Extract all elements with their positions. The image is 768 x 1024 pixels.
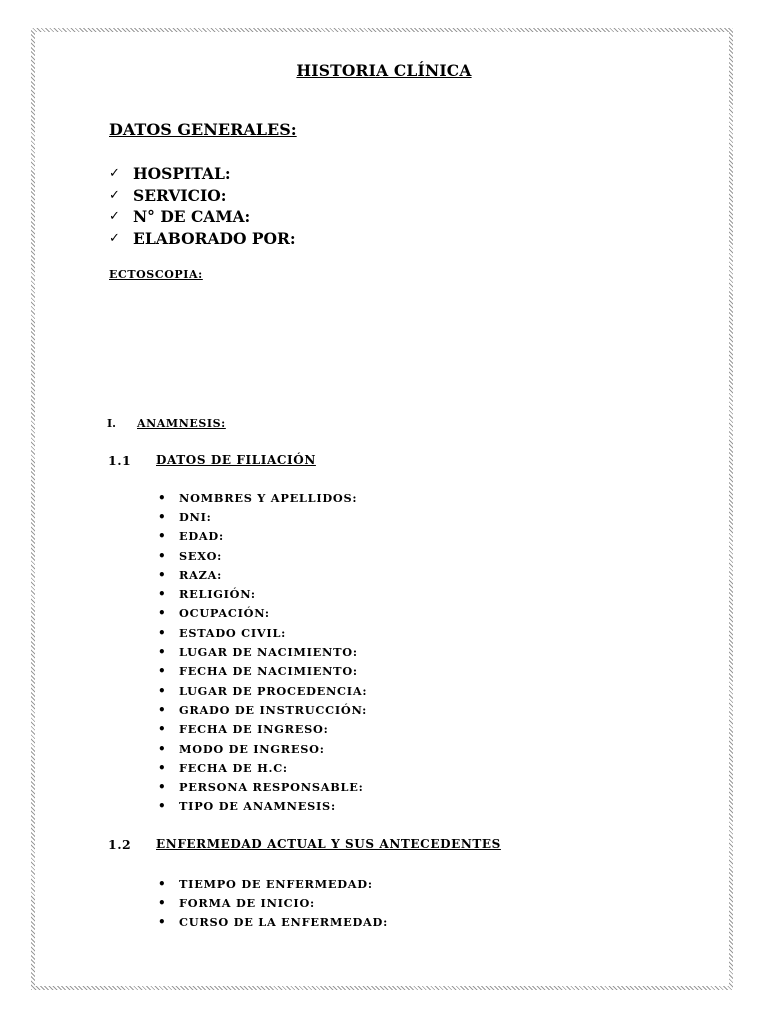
list-item [158, 604, 367, 623]
bullet-icon: • [158, 548, 167, 563]
list-item-cama [109, 206, 296, 228]
list-item-label: LUGAR DE NACIMIENTO: [179, 645, 358, 660]
list-item [158, 758, 367, 777]
bullet-icon: • [158, 876, 167, 891]
list-item-label: ELABORADO POR: [133, 228, 296, 248]
list-item [158, 720, 367, 739]
list-item [158, 797, 367, 816]
list-item [158, 874, 388, 893]
list-item-label: EDAD: [179, 529, 224, 544]
list-item [158, 739, 367, 758]
list-item-label: RELIGIÓN: [179, 587, 256, 602]
bullet-icon: • [158, 625, 167, 640]
bullet-icon: • [158, 567, 167, 582]
checkmark-icon: ✓ [109, 209, 120, 225]
list-item [158, 662, 367, 681]
list-item-label: N° DE CAMA: [133, 207, 251, 227]
list-item-label: TIPO DE ANAMNESIS: [179, 799, 336, 814]
list-item-label: OCUPACIÓN: [179, 606, 270, 621]
checkmark-icon: ✓ [109, 230, 120, 246]
list-item-label: SEXO: [179, 548, 223, 563]
list-item-label: ESTADO CIVIL: [179, 625, 287, 640]
bullet-icon: • [158, 664, 167, 679]
bullet-icon: • [158, 741, 167, 756]
list-item [158, 584, 367, 603]
list-item [158, 488, 367, 507]
list-item-label: HOSPITAL: [133, 164, 231, 184]
list-item-label: NOMBRES Y APELLIDOS: [179, 490, 358, 505]
list-item [158, 700, 367, 719]
list-item [158, 546, 367, 565]
checkmark-icon: ✓ [109, 166, 120, 182]
ectoscopia-heading: ECTOSCOPIA: [109, 268, 203, 281]
bullet-icon: • [158, 490, 167, 505]
list-item [158, 507, 367, 526]
list-item-label: FORMA DE INICIO: [179, 895, 315, 910]
bullet-icon: • [158, 780, 167, 795]
list-item-label: CURSO DE LA ENFERMEDAD: [179, 915, 388, 930]
list-item-label: GRADO DE INSTRUCCIÓN: [179, 702, 368, 717]
list-item [158, 893, 388, 912]
enfermedad-actual-list [158, 874, 388, 932]
list-item-label: LUGAR DE PROCEDENCIA: [179, 683, 368, 698]
list-item-label: FECHA DE H.C: [179, 760, 288, 775]
list-item-servicio [109, 185, 296, 207]
bullet-icon: • [158, 915, 167, 930]
bullet-icon: • [158, 895, 167, 910]
subsection-number-1-2: 1.2 [108, 837, 132, 852]
datos-generales-heading: DATOS GENERALES: [109, 120, 297, 139]
anamnesis-number: I. [107, 417, 116, 430]
bullet-icon: • [158, 702, 167, 717]
list-item [158, 527, 367, 546]
bullet-icon: • [158, 722, 167, 737]
datos-filiacion-list [158, 488, 367, 816]
subsection-heading-1-1: DATOS DE FILIACIÓN [156, 453, 316, 467]
list-item [158, 913, 388, 932]
bullet-icon: • [158, 606, 167, 621]
list-item-label: TIEMPO DE ENFERMEDAD: [179, 876, 373, 891]
subsection-number-1-1: 1.1 [108, 453, 132, 468]
list-item-label: DNI: [179, 509, 212, 524]
list-item-label: FECHA DE INGRESO: [179, 722, 329, 737]
list-item-label: MODO DE INGRESO: [179, 741, 325, 756]
datos-generales-list [109, 163, 296, 249]
bullet-icon: • [158, 645, 167, 660]
list-item [158, 777, 367, 796]
list-item-elaborado [109, 228, 296, 250]
anamnesis-heading: ANAMNESIS: [137, 417, 226, 430]
list-item-label: RAZA: [179, 567, 223, 582]
list-item-label: FECHA DE NACIMIENTO: [179, 664, 358, 679]
bullet-icon: • [158, 683, 167, 698]
bullet-icon: • [158, 529, 167, 544]
list-item [158, 681, 367, 700]
list-item-label: SERVICIO: [133, 185, 227, 205]
bullet-icon: • [158, 760, 167, 775]
list-item-hospital [109, 163, 296, 185]
list-item [158, 565, 367, 584]
list-item-label: PERSONA RESPONSABLE: [179, 780, 364, 795]
subsection-heading-1-2: ENFERMEDAD ACTUAL Y SUS ANTECEDENTES [156, 837, 501, 851]
bullet-icon: • [158, 509, 167, 524]
bullet-icon: • [158, 799, 167, 814]
checkmark-icon: ✓ [109, 187, 120, 203]
bullet-icon: • [158, 587, 167, 602]
list-item [158, 642, 367, 661]
document-title: HISTORIA CLÍNICA [296, 61, 472, 80]
list-item [158, 623, 367, 642]
